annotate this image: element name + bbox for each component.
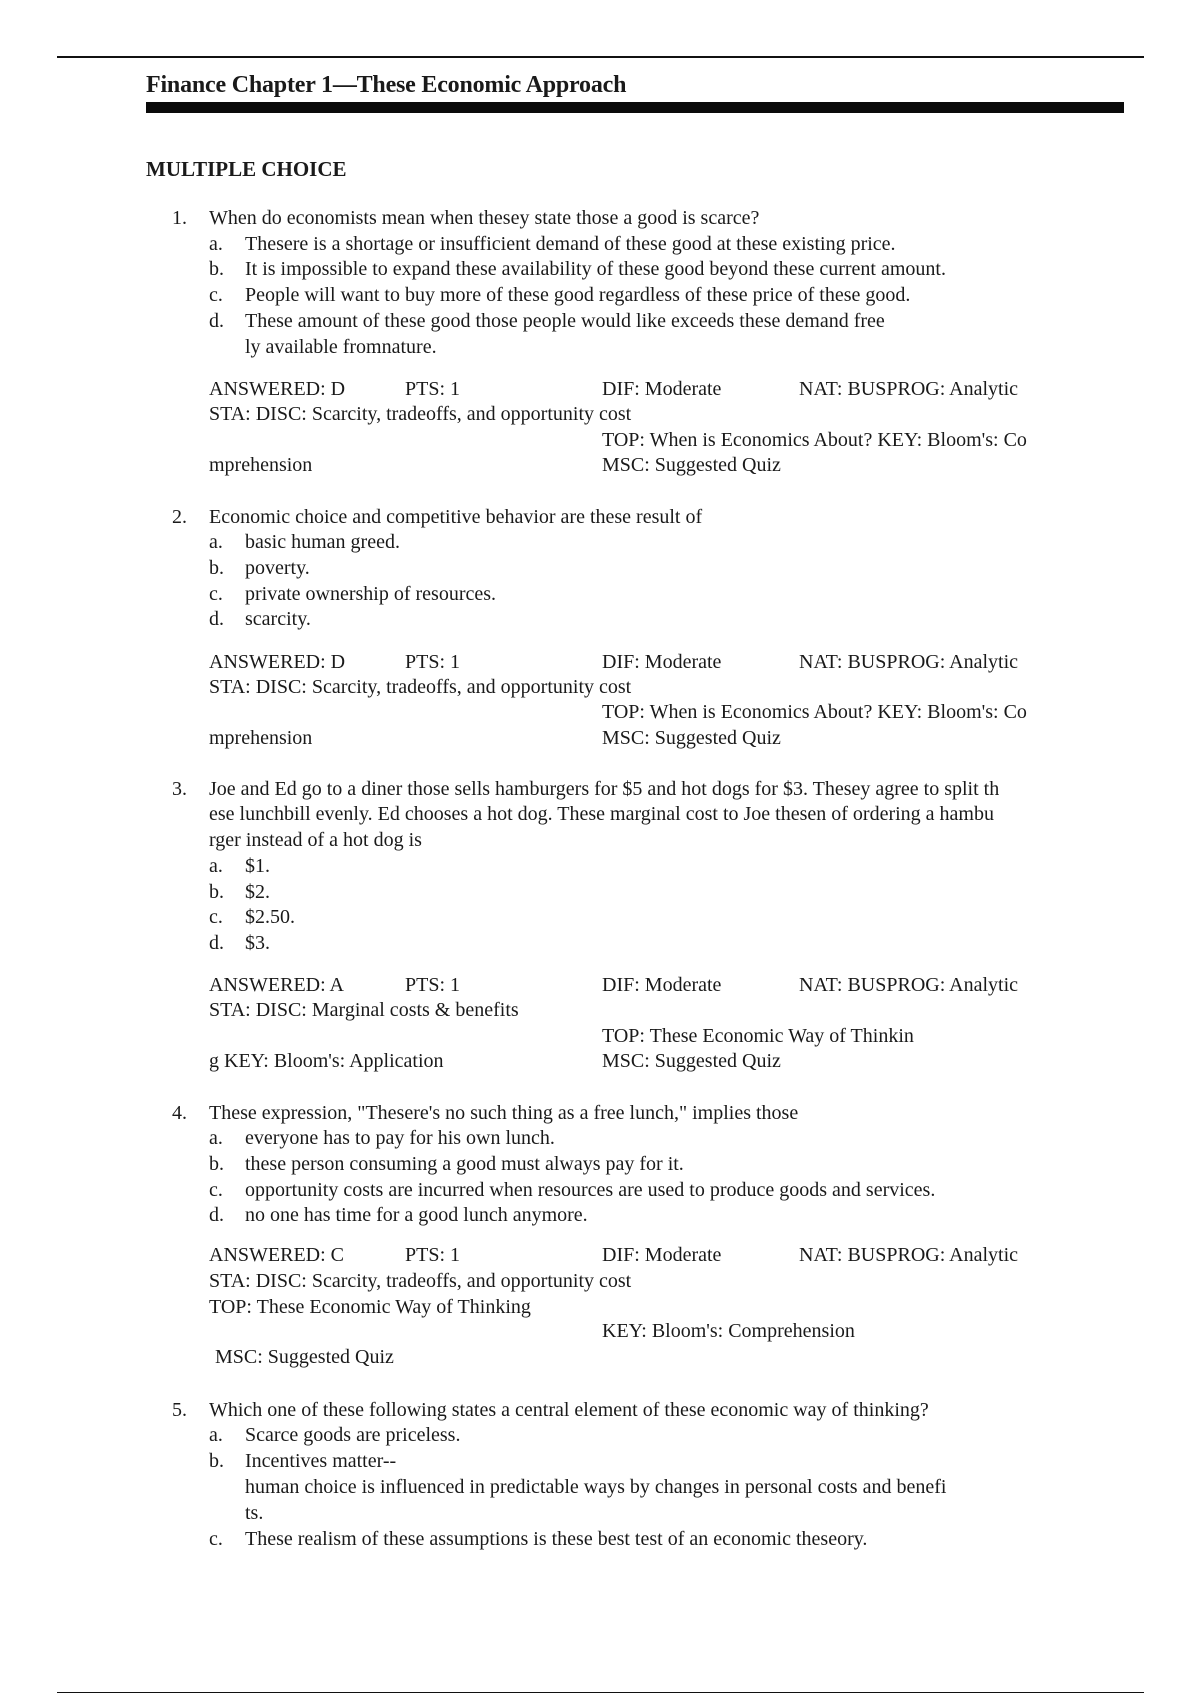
option-text: Incentives matter-- — [245, 1450, 397, 1472]
topic-label: TOP: These Economic Way of Thinkin — [602, 1025, 914, 1047]
points-label: PTS: 1 — [405, 1244, 461, 1266]
option-text: $1. — [245, 855, 270, 877]
option-text: ly available fromnature. — [245, 336, 437, 358]
option-text: These amount of these good those people would like exceeds these demand free — [245, 310, 885, 332]
answer-label: ANSWERED: A — [209, 974, 344, 996]
option-letter: c. — [209, 284, 223, 306]
standard-label: STA: DISC: Marginal costs & benefits — [209, 999, 519, 1021]
standard-label: STA: DISC: Scarcity, tradeoffs, and opportunity cost — [209, 1270, 632, 1292]
question-stem: These expression, "Thesere's no such thing as a free lunch," implies those — [209, 1102, 799, 1124]
option-letter: b. — [209, 258, 224, 280]
points-label: PTS: 1 — [405, 974, 461, 996]
key-label: mprehension — [209, 454, 313, 476]
topic-label: TOP: These Economic Way of Thinking — [209, 1296, 531, 1318]
option-letter: a. — [209, 233, 223, 255]
answer-label: ANSWERED: D — [209, 378, 346, 400]
title-underline-bar — [146, 102, 1124, 113]
option-letter: a. — [209, 531, 223, 553]
option-text: Scarce goods are priceless. — [245, 1424, 461, 1446]
nat-label: NAT: BUSPROG: Analytic — [799, 651, 1019, 673]
option-text: $3. — [245, 932, 270, 954]
option-letter: c. — [209, 906, 223, 928]
option-text: Thesere is a shortage or insufficient demand of these good at these existing price. — [245, 233, 896, 255]
answer-label: ANSWERED: D — [209, 651, 346, 673]
question-stem: rger instead of a hot dog is — [209, 829, 422, 851]
points-label: PTS: 1 — [405, 651, 461, 673]
option-text: everyone has to pay for his own lunch. — [245, 1127, 555, 1149]
option-letter: d. — [209, 932, 224, 954]
option-text: poverty. — [245, 557, 310, 579]
option-text: opportunity costs are incurred when resources are used to produce goods and services. — [245, 1179, 936, 1201]
option-letter: b. — [209, 1450, 224, 1472]
option-letter: a. — [209, 855, 223, 877]
question-stem: When do economists mean when thesey state those a good is scarce? — [209, 207, 760, 229]
topic-label: TOP: When is Economics About? KEY: Bloom's: Co — [602, 701, 1027, 723]
option-text: $2. — [245, 881, 270, 903]
standard-label: STA: DISC: Scarcity, tradeoffs, and opportunity cost — [209, 403, 632, 425]
option-letter: a. — [209, 1424, 223, 1446]
option-letter: b. — [209, 1153, 224, 1175]
section-heading: MULTIPLE CHOICE — [146, 157, 347, 181]
option-letter: d. — [209, 1204, 224, 1226]
msc-label: MSC: Suggested Quiz — [602, 727, 781, 749]
question-number: 2. — [172, 506, 187, 528]
option-text: These realism of these assumptions is these best test of an economic theseory. — [245, 1528, 868, 1550]
option-letter: b. — [209, 557, 224, 579]
option-text: scarcity. — [245, 608, 311, 630]
question-number: 5. — [172, 1399, 187, 1421]
msc-label: MSC: Suggested Quiz — [602, 1050, 781, 1072]
difficulty-label: DIF: Moderate — [602, 378, 722, 400]
question-number: 4. — [172, 1102, 187, 1124]
option-text: no one has time for a good lunch anymore. — [245, 1204, 588, 1226]
option-letter: d. — [209, 310, 224, 332]
question-number: 3. — [172, 778, 187, 800]
nat-label: NAT: BUSPROG: Analytic — [799, 378, 1019, 400]
topic-label: TOP: When is Economics About? KEY: Bloom's: Co — [602, 429, 1027, 451]
standard-label: STA: DISC: Scarcity, tradeoffs, and opportunity cost — [209, 676, 632, 698]
difficulty-label: DIF: Moderate — [602, 1244, 722, 1266]
question-stem: Which one of these following states a central element of these economic way of thinking? — [209, 1399, 929, 1421]
question-stem: Economic choice and competitive behavior are these result of — [209, 506, 703, 528]
option-text: ts. — [245, 1502, 264, 1524]
nat-label: NAT: BUSPROG: Analytic — [799, 974, 1019, 996]
option-text: It is impossible to expand these availability of these good beyond these current amount. — [245, 258, 946, 280]
points-label: PTS: 1 — [405, 378, 461, 400]
answer-label: ANSWERED: C — [209, 1244, 344, 1266]
difficulty-label: DIF: Moderate — [602, 974, 722, 996]
key-label: KEY: Bloom's: Comprehension — [602, 1320, 855, 1342]
key-label: mprehension — [209, 727, 313, 749]
option-letter: d. — [209, 608, 224, 630]
question-stem: ese lunchbill evenly. Ed chooses a hot dog. These marginal cost to Joe thesen of ordering a hambu — [209, 803, 994, 825]
top-rule — [57, 56, 1144, 58]
option-text: human choice is influenced in predictable ways by changes in personal costs and benefi — [245, 1476, 947, 1498]
nat-label: NAT: BUSPROG: Analytic — [799, 1244, 1019, 1266]
msc-label: MSC: Suggested Quiz — [215, 1346, 394, 1368]
option-letter: a. — [209, 1127, 223, 1149]
difficulty-label: DIF: Moderate — [602, 651, 722, 673]
option-text: private ownership of resources. — [245, 583, 497, 605]
option-letter: c. — [209, 1179, 223, 1201]
option-letter: b. — [209, 881, 224, 903]
question-number: 1. — [172, 207, 187, 229]
key-label: g KEY: Bloom's: Application — [209, 1050, 444, 1072]
option-text: basic human greed. — [245, 531, 400, 553]
option-letter: c. — [209, 583, 223, 605]
document-title: Finance Chapter 1—These Economic Approach — [146, 72, 627, 98]
bottom-rule — [57, 1692, 1144, 1693]
option-text: People will want to buy more of these good regardless of these price of these good. — [245, 284, 911, 306]
option-text: $2.50. — [245, 906, 295, 928]
option-text: these person consuming a good must always pay for it. — [245, 1153, 684, 1175]
question-stem: Joe and Ed go to a diner those sells hamburgers for $5 and hot dogs for $3. Thesey agree to split th — [209, 778, 1000, 800]
msc-label: MSC: Suggested Quiz — [602, 454, 781, 476]
option-letter: c. — [209, 1528, 223, 1550]
